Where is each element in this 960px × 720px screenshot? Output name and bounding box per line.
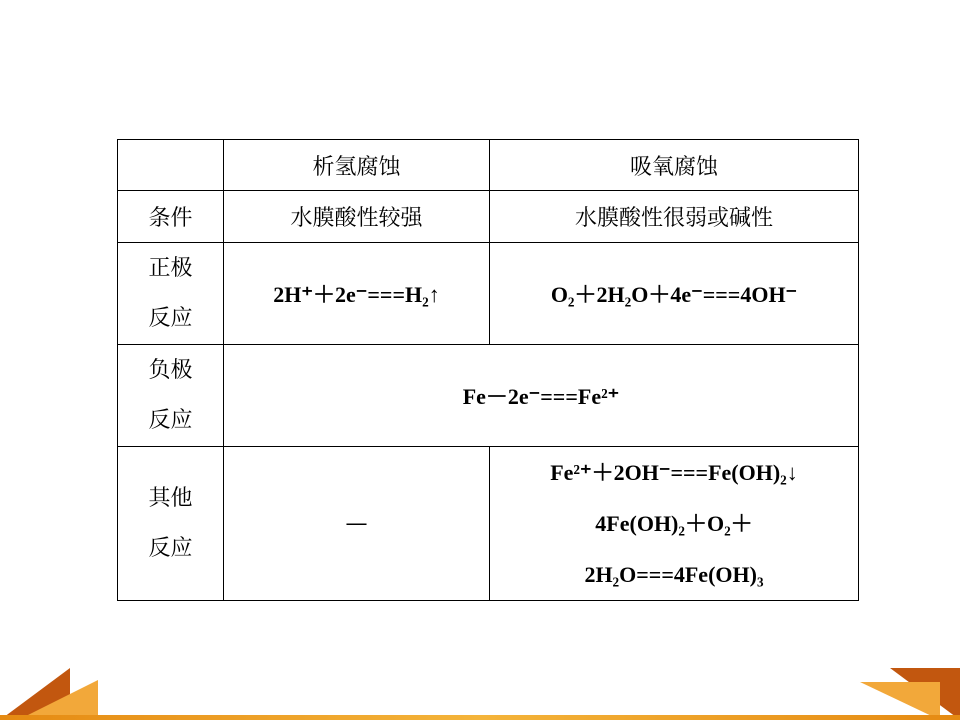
cathode-label-line1: 正极	[148, 255, 193, 281]
header-empty-cell	[118, 140, 224, 191]
anode-row	[118, 345, 859, 447]
anode-label-line2: 反应	[148, 407, 193, 433]
cathode-label	[118, 243, 224, 345]
other-oxygen-equations	[490, 447, 859, 601]
cathode-label-line2: 反应	[148, 305, 193, 331]
condition-hydrogen: 水膜酸性较强	[224, 191, 490, 243]
condition-row	[118, 191, 859, 243]
other-equation-line1: Fe²⁺＋2OH⁻===Fe(OH)₂↓	[550, 460, 798, 485]
cathode-oxygen-equation: O₂＋2H₂O＋4e⁻===4OH⁻	[490, 243, 859, 345]
other-label-line2: 反应	[148, 535, 193, 561]
other-equation-line2: 4Fe(OH)₂＋O₂＋	[595, 511, 753, 536]
anode-equation: Fe－2e⁻===Fe²⁺	[224, 345, 859, 447]
anode-label	[118, 345, 224, 447]
other-row	[118, 447, 859, 601]
header-row	[118, 140, 859, 191]
condition-oxygen: 水膜酸性很弱或碱性	[490, 191, 859, 243]
anode-label-line1: 负极	[148, 357, 193, 383]
bottom-accent-stripe	[0, 715, 960, 720]
cathode-hydrogen-equation: 2H⁺＋2e⁻===H₂↑	[224, 243, 490, 345]
other-hydrogen-dash: —	[224, 447, 490, 601]
left-corner-ornament-light	[18, 680, 98, 720]
other-equation-line3: 2H₂O===4Fe(OH)₃	[584, 562, 764, 587]
header-hydrogen-evolution: 析氢腐蚀	[224, 140, 490, 191]
header-oxygen-absorption: 吸氧腐蚀	[490, 140, 859, 191]
other-label	[118, 447, 224, 601]
condition-label: 条件	[118, 191, 224, 243]
corrosion-comparison-table	[117, 139, 859, 601]
cathode-row	[118, 243, 859, 345]
other-label-line1: 其他	[148, 485, 193, 511]
